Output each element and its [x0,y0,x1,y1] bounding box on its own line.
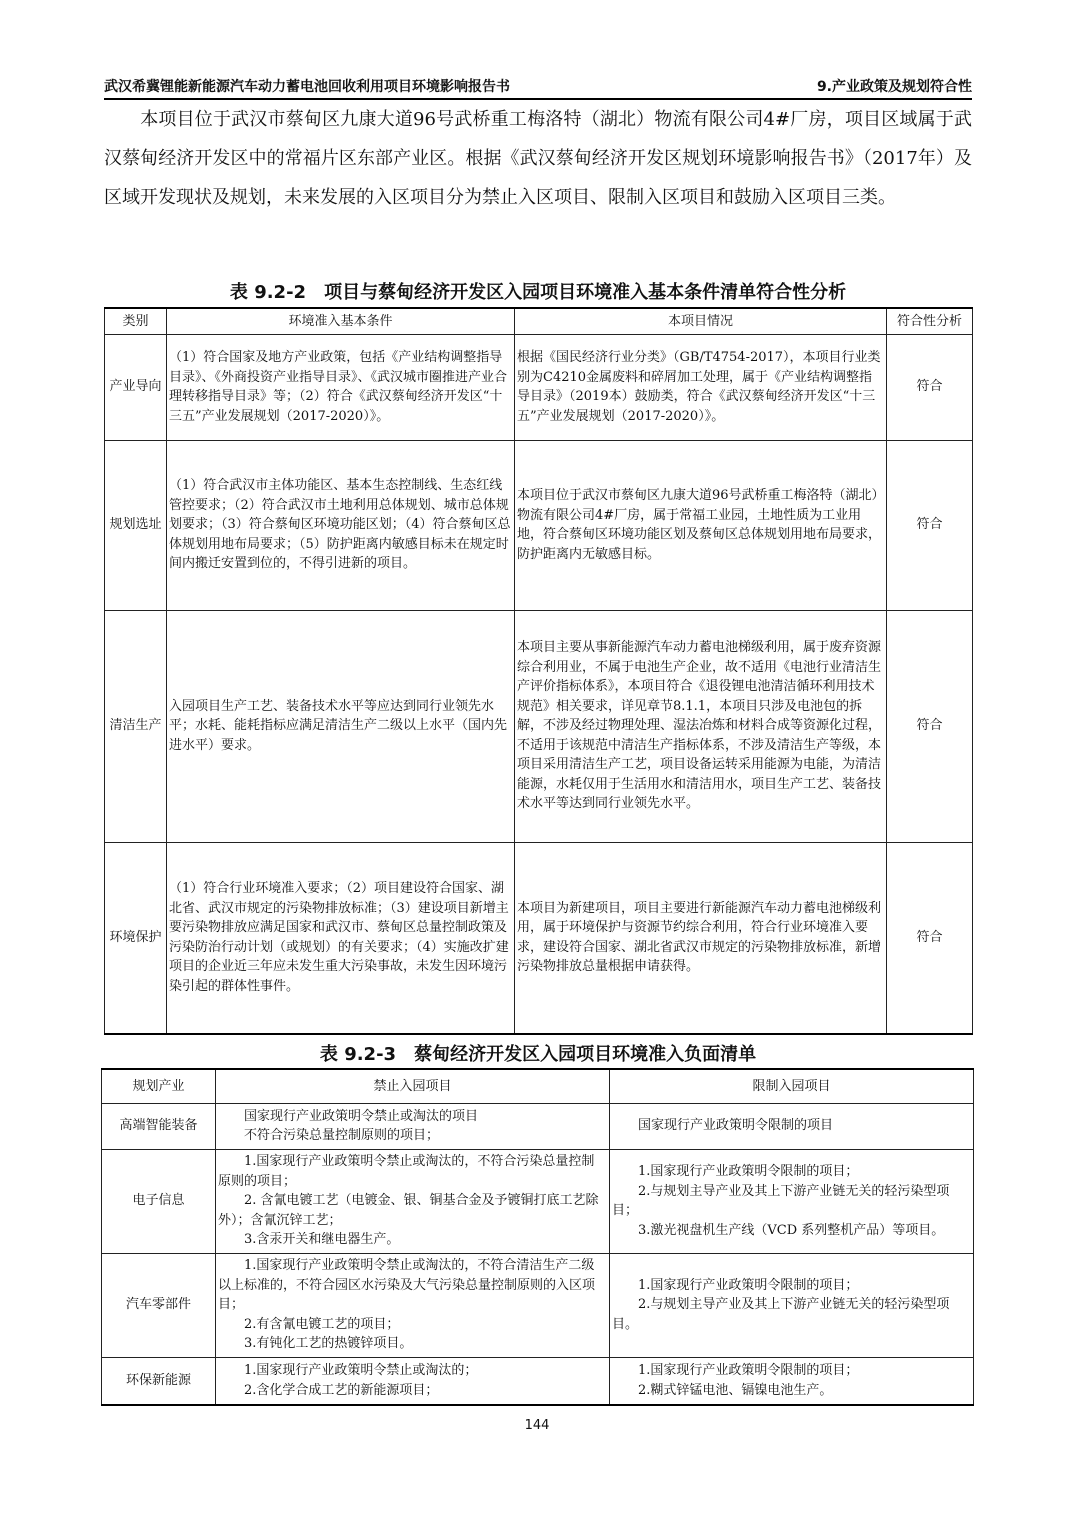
prohibited-item: 2.含化学合成工艺的新能源项目； [244,1382,439,1398]
prohibited-item: 1.国家现行产业政策明令禁止或淘汰的，不符合污染总量控制原则的项目； [218,1154,595,1189]
table1-header-condition: 环境准入基本条件 [167,308,515,334]
table-row [102,1253,974,1357]
page-number: 144 [524,1418,550,1433]
restricted-cell [610,1253,974,1357]
restricted-item: 国家现行产业政策明令限制的项目 [638,1118,834,1134]
category-cell: 产业导向 [105,334,167,440]
header-chapter-title: 9.产业政策及规划符合性 [816,79,972,95]
table-row [102,1149,974,1253]
industry-cell: 高端智能装备 [102,1103,216,1149]
page-header [104,76,972,100]
restricted-item: 3.激光视盘机生产线（VCD 系列整机产品）等项目。 [638,1222,945,1238]
prohibited-item: 国家现行产业政策明令禁止或淘汰的项目 [244,1108,479,1124]
table2-header-restricted: 限制入园项目 [610,1069,974,1103]
project-cell: 本项目主要从事新能源汽车动力蓄电池梯级利用，属于废弃资源综合利用业，不属于电池生产企业，故不适用《电池行业清洁生产评价指标体系》，本项目符合《退役锂电池清洁循环利用技术规范》相关要求，详见章节8.1.1，本项目只涉及电池包的拆解，不涉及经过物理处理、湿法冶炼和材料合成等资源化过程，不适用于该规范中清洁生产指标体系，不涉及清洁生产等级，本项目采用清洁生产工艺，项目设备运转采用能源为电能，为清洁能源，水耗仅用于生活用水和清洁用水，项目生产工艺、装备技术水平等达到同行业领先水平。 [515,610,887,842]
restricted-item: 1.国家现行产业政策明令限制的项目； [638,1164,859,1179]
condition-cell: （1）符合国家及地方产业政策，包括《产业结构调整指导目录》、《外商投资产业指导目录》、《武汉城市圈推进产业合理转移指导目录》等；（2）符合《武汉蔡甸经济开发区“十三五”产业发展规划（2017-2020）》。 [167,334,515,440]
prohibited-cell [216,1149,610,1253]
table-row [105,610,973,842]
condition-cell: 入园项目生产工艺、装备技术水平等应达到同行业领先水平；水耗、能耗指标应满足清洁生产二级以上水平（国内先进水平）要求。 [167,610,515,842]
industry-cell: 汽车零部件 [102,1253,216,1357]
result-cell: 符合 [887,842,973,1034]
table-row [105,842,973,1034]
table-entry-conditions [104,307,973,1035]
prohibited-item: 2. 含氰电镀工艺（电镀金、银、铜基合金及予镀铜打底工艺除外）；含氰沉锌工艺； [218,1193,599,1228]
table-negative-list [101,1068,974,1406]
table-row [105,440,973,610]
table-row [102,1357,974,1405]
prohibited-item: 1.国家现行产业政策明令禁止或淘汰的； [244,1363,478,1379]
prohibited-item: 不符合污染总量控制原则的项目； [244,1128,440,1143]
intro-text: 本项目位于武汉市蔡甸区九康大道96号武桥重工梅洛特（湖北）物流有限公司4#厂房，项目区域属于武汉蔡甸经济开发区中的常福片区东部产业区。根据《武汉蔡甸经济开发区规划环境影响报告书》（2017年）及区域开发现状及规划，未来发展的入区项目分为禁止入区项目、限制入区项目和鼓励入区项目三类。 [104,109,972,208]
category-cell: 环境保护 [105,842,167,1034]
table-row [102,1103,974,1149]
restricted-item: 2.糊式锌锰电池、镉镍电池生产。 [638,1382,833,1398]
industry-cell: 电子信息 [102,1149,216,1253]
result-cell: 符合 [887,610,973,842]
prohibited-cell [216,1103,610,1149]
table1-header-category: 类别 [105,308,167,334]
restricted-cell [610,1103,974,1149]
table-row [105,334,973,440]
condition-cell: （1）符合武汉市主体功能区、基本生态控制线、生态红线管控要求；（2）符合武汉市土地利用总体规划、城市总体规划要求；（3）符合蔡甸区环境功能区划；（4）符合蔡甸区总体规划用地布局要求；（5）防护距离内敏感目标未在规定时间内搬迁安置到位的，不得引进新的项目。 [167,440,515,610]
table1-header-project: 本项目情况 [515,308,887,334]
project-cell: 本项目为新建项目，项目主要进行新能源汽车动力蓄电池梯级利用，属于环境保护与资源节约综合利用，符合行业环境准入要求，建设符合国家、湖北省武汉市规定的污染物排放标准，新增污染物排放总量根据申请获得。 [515,842,887,1034]
industry-cell: 环保新能源 [102,1357,216,1405]
result-cell: 符合 [887,334,973,440]
restricted-item: 1.国家现行产业政策明令限制的项目； [638,1277,859,1293]
condition-cell: （1）符合行业环境准入要求；（2）项目建设符合国家、湖北省、武汉市规定的污染物排放标准；（3）建设项目新增主要污染物排放应满足国家和武汉市、蔡甸区总量控制政策及污染防治行动计划（或规划）的有关要求；（4）实施改扩建项目的企业近三年应未发生重大污染事故，未发生因环境污染引起的群体性事件。 [167,842,515,1034]
project-cell: 根据《国民经济行业分类》（GB/T4754-2017），本项目行业类别为C4210金属废料和碎屑加工处理，属于《产业结构调整指导目录》（2019本）鼓励类，符合《武汉蔡甸经济开发区“十三五”产业发展规划（2017-2020）》。 [515,334,887,440]
table1-header-result: 符合性分析 [887,308,973,334]
table2-caption: 表 9.2-3 蔡甸经济开发区入园项目环境准入负面清单 [319,1044,757,1065]
header-document-title: 武汉希冀锂能新能源汽车动力蓄电池回收利用项目环境影响报告书 [104,79,510,95]
result-cell: 符合 [887,440,973,610]
restricted-item: 2.与规划主导产业及其上下游产业链无关的轻污染型项目。 [612,1297,950,1332]
table2-header-row [102,1069,974,1103]
restricted-item: 2.与规划主导产业及其上下游产业链无关的轻污染型项目； [612,1183,950,1218]
table2-header-industry: 规划产业 [102,1069,216,1103]
prohibited-cell [216,1357,610,1405]
category-cell: 清洁生产 [105,610,167,842]
category-cell: 规划选址 [105,440,167,610]
prohibited-item: 1.国家现行产业政策明令禁止或淘汰的，不符合清洁生产二级以上标准的，不符合园区水污染及大气污染总量控制原则的入区项目； [218,1258,596,1313]
table2-header-prohibited: 禁止入园项目 [216,1069,610,1103]
prohibited-item: 3.有钝化工艺的热镀锌项目。 [244,1336,413,1352]
table1-caption: 表 9.2-2 项目与蔡甸经济开发区入园项目环境准入基本条件清单符合性分析 [229,282,847,303]
prohibited-item: 3.含汞开关和继电器生产。 [244,1232,400,1248]
restricted-cell [610,1357,974,1405]
prohibited-cell [216,1253,610,1357]
restricted-cell [610,1149,974,1253]
table1-header-row [105,308,973,334]
prohibited-item: 2.有含氰电镀工艺的项目； [244,1316,400,1332]
intro-paragraph [104,100,972,217]
project-cell: 本项目位于武汉市蔡甸区九康大道96号武桥重工梅洛特（湖北）物流有限公司4#厂房，属于常福工业园，土地性质为工业用地，符合蔡甸区环境功能区划及蔡甸区总体规划用地布局要求，防护距离内无敏感目标。 [515,440,887,610]
restricted-item: 1.国家现行产业政策明令限制的项目； [638,1363,859,1379]
